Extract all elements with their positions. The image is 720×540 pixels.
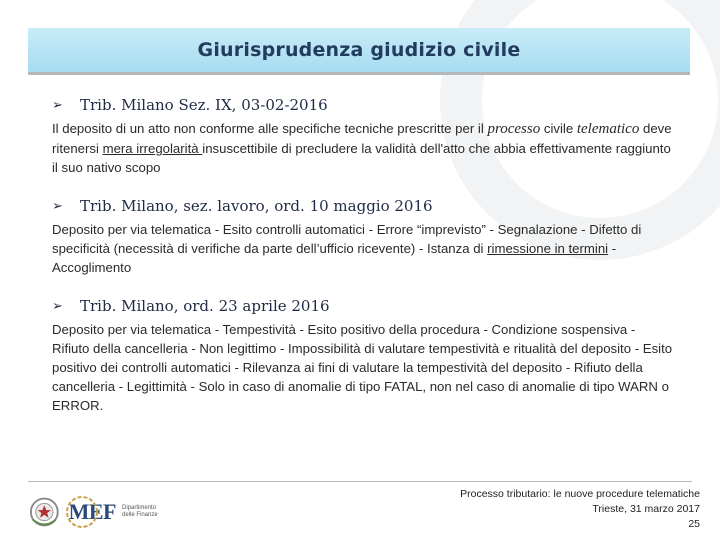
mef-subtitle <box>122 505 158 519</box>
arrow-bullet-icon: ➢ <box>52 298 63 314</box>
footer-location-date: Trieste, 31 marzo 2017 <box>592 503 700 515</box>
mef-subtitle-line1: Dipartimento <box>122 505 157 511</box>
footer-divider <box>28 481 692 482</box>
body-text: Deposito per via telematica - Esito controlli automatici - Errore “imprevisto” - Segnalazione - Difetto di specificità (necessità di verifiche da parte dell’ufficio ricevente) - Istanza di <box>52 222 642 256</box>
footer-logos <box>28 492 158 532</box>
underlined-text: rimessione in termini <box>487 241 609 256</box>
cases-list <box>52 96 676 435</box>
emphasized-text: telematico <box>576 121 640 137</box>
title-bar <box>28 28 690 75</box>
footer-info <box>460 487 700 532</box>
case-reference: Trib. Milano, ord. 23 aprile 2016 <box>80 297 330 315</box>
case-heading <box>52 197 676 215</box>
case-heading <box>52 297 676 315</box>
body-text: Il deposito di un atto non conforme alle specifiche tecniche prescritte per il <box>52 121 488 136</box>
footer-presentation-title: Processo tributario: le nuove procedure telematiche <box>460 488 700 500</box>
underlined-text: mera irregolarità <box>102 141 203 156</box>
slide-title: Giurisprudenza giudizio civile <box>197 39 521 61</box>
emphasized-text: processo <box>487 121 541 137</box>
case-reference: Trib. Milano, sez. lavoro, ord. 10 maggio 2016 <box>80 197 433 215</box>
mef-subtitle-line2: delle Finanze <box>122 512 158 518</box>
body-text: civile <box>540 121 577 136</box>
arrow-bullet-icon: ➢ <box>52 198 63 214</box>
case-description <box>52 220 676 277</box>
republic-emblem-icon <box>28 494 61 530</box>
case-description <box>52 320 676 415</box>
case-item <box>52 197 676 277</box>
body-text: - Accoglimento <box>52 241 617 275</box>
case-item <box>52 96 676 177</box>
mef-logo <box>65 495 158 529</box>
page-number: 25 <box>688 518 700 530</box>
arrow-bullet-icon: ➢ <box>52 97 63 113</box>
mef-logo-text: MEF <box>68 499 116 524</box>
mef-logo-icon <box>65 495 99 529</box>
body-text: deve ritenersi <box>52 121 672 156</box>
case-reference: Trib. Milano Sez. IX, 03-02-2016 <box>80 96 328 114</box>
body-text: insuscettibile di precludere la validità dell'atto che abbia effettivamente raggiunto il suo nativo scopo <box>52 141 671 175</box>
body-text: Deposito per via telematica - Tempestività - Esito positivo della procedura - Condizione sospensiva - Rifiuto della cancelleria - Non legittimo - Impossibilità di valutare tempestività e ritualità del deposito - Esito positivo dei controlli automatici - Rilevanza ai fini di valutare la tempestività del deposito - Rifiuto della cancelleria - Legittimità - Solo in caso di anomalie di tipo FATAL, non nel caso di anomalie di tipo WARN o ERROR. <box>52 322 673 413</box>
case-item <box>52 297 676 415</box>
case-heading <box>52 96 676 114</box>
case-description <box>52 119 676 177</box>
